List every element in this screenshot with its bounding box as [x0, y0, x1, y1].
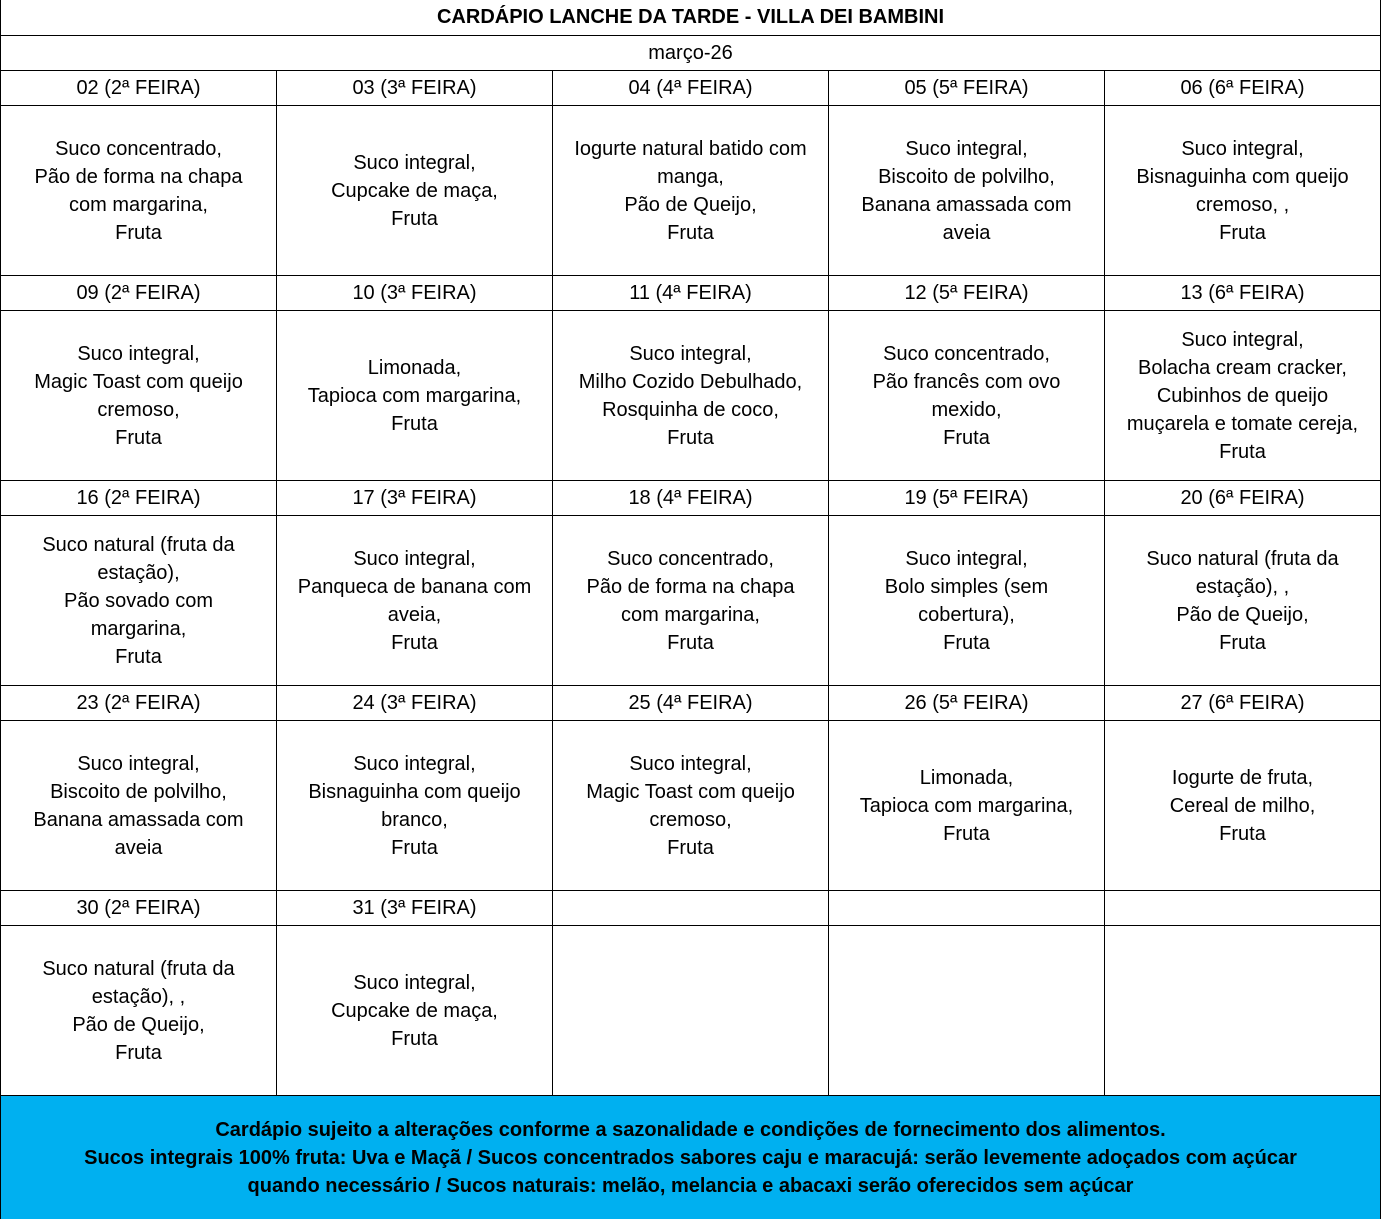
menu-item: cremoso, ,: [1195, 193, 1290, 216]
day-menu-text: [885, 545, 1048, 657]
menu-item: Milho Cozido Debulhado,: [578, 370, 803, 393]
day-menu: [553, 516, 829, 686]
menu-item: mexido,: [931, 398, 1002, 421]
day-menu-text: [587, 545, 795, 657]
day-menu: [829, 106, 1105, 276]
menu-item: Suco concentrado,: [55, 137, 222, 160]
footer-note-3: quando necessário / Sucos naturais: melão, melancia e abacaxi serão oferecidos sem açúcar: [247, 1174, 1134, 1197]
menu-item: Suco integral,: [1181, 137, 1304, 160]
menu-item: Bolacha cream cracker,: [1138, 356, 1347, 379]
menu-item: Cupcake de maça,: [331, 999, 498, 1022]
menu-item: Rosquinha de coco,: [602, 398, 779, 421]
menu-item: Tapioca com margarina,: [859, 794, 1074, 817]
menu-item: com margarina,: [69, 193, 208, 216]
day-header: 09 (2ª FEIRA): [1, 276, 277, 311]
day-header: 11 (4ª FEIRA): [553, 276, 829, 311]
day-menu: [829, 516, 1105, 686]
menu-item: Suco integral,: [77, 342, 200, 365]
menu-item: Suco integral,: [905, 547, 1028, 570]
menu-item: Suco integral,: [1181, 328, 1304, 351]
day-menu-text: [861, 135, 1071, 247]
menu-item: Fruta: [115, 221, 162, 244]
menu-item: Pão de Queijo,: [72, 1013, 205, 1036]
day-menu: [277, 926, 553, 1096]
day-header: 17 (3ª FEIRA): [277, 481, 553, 516]
menu-item: Pão de Queijo,: [1176, 603, 1309, 626]
menu-item: Suco natural (fruta da: [42, 957, 235, 980]
menu-item: Pão de forma na chapa: [34, 165, 243, 188]
day-menu-text: [42, 531, 234, 671]
day-menu-text: [1136, 135, 1348, 247]
day-header: 25 (4ª FEIRA): [553, 686, 829, 721]
day-header: 04 (4ª FEIRA): [553, 71, 829, 106]
day-menu: [277, 721, 553, 891]
menu-item: Pão de Queijo,: [624, 193, 757, 216]
menu-item: margarina,: [90, 617, 187, 640]
menu-item: cobertura),: [918, 603, 1015, 626]
day-header: 10 (3ª FEIRA): [277, 276, 553, 311]
menu-item: Suco integral,: [353, 547, 476, 570]
day-menu: [553, 311, 829, 481]
day-menu-text: [42, 955, 234, 1067]
day-menu: [553, 926, 829, 1096]
day-menu: [1105, 311, 1380, 481]
menu-item: Magic Toast com queijo: [586, 780, 795, 803]
day-menu-text: [33, 750, 243, 862]
menu-item: Suco integral,: [629, 752, 752, 775]
day-menu: [1105, 106, 1380, 276]
menu-item: cremoso,: [649, 808, 732, 831]
day-header: 23 (2ª FEIRA): [1, 686, 277, 721]
day-menu-text: [860, 764, 1073, 848]
day-menu: [1, 516, 277, 686]
day-menu-text: [34, 340, 243, 452]
menu-item: Panqueca de banana com: [297, 575, 532, 598]
day-header: 13 (6ª FEIRA): [1105, 276, 1380, 311]
day-header: [829, 891, 1105, 926]
day-header: 06 (6ª FEIRA): [1105, 71, 1380, 106]
day-header: 02 (2ª FEIRA): [1, 71, 277, 106]
day-menu-text: [873, 340, 1061, 452]
menu-item: Suco integral,: [353, 151, 476, 174]
footer-note-2: Sucos integrais 100% fruta: Uva e Maçã / Sucos concentrados sabores caju e maracujá: serão levemente adoçados com açúcar: [84, 1146, 1297, 1169]
menu-item: branco,: [381, 808, 448, 831]
page-title: CARDÁPIO LANCHE DA TARDE - VILLA DEI BAMBINI: [1, 0, 1380, 36]
day-menu: [829, 311, 1105, 481]
day-menu-text: [1170, 764, 1316, 848]
day-menu-text: [1146, 545, 1338, 657]
menu-item: aveia: [942, 221, 991, 244]
menu-item: Fruta: [391, 412, 438, 435]
menu-item: Fruta: [667, 221, 714, 244]
menu-item: estação),: [97, 561, 180, 584]
menu-item: Biscoito de polvilho,: [50, 780, 227, 803]
day-header: 26 (5ª FEIRA): [829, 686, 1105, 721]
menu-item: Banana amassada com: [33, 808, 244, 831]
day-menu: [1105, 516, 1380, 686]
day-menu-text: [298, 545, 532, 657]
footer-notes: [1, 1095, 1380, 1219]
menu-item: estação), ,: [1195, 575, 1290, 598]
menu-item: cremoso,: [97, 398, 180, 421]
menu-item: Fruta: [943, 822, 990, 845]
menu-item: Suco concentrado,: [607, 547, 774, 570]
menu-item: Fruta: [391, 836, 438, 859]
day-menu: [829, 926, 1105, 1096]
day-menu: [277, 516, 553, 686]
menu-item: aveia,: [387, 603, 442, 626]
menu-item: Limonada,: [919, 766, 1014, 789]
menu-item: Fruta: [391, 207, 438, 230]
day-menu-text: [574, 135, 806, 247]
day-menu-text: [331, 149, 498, 233]
menu-item: Fruta: [667, 426, 714, 449]
day-menu: [553, 721, 829, 891]
menu-item: Pão francês com ovo: [872, 370, 1061, 393]
month-label: março-26: [1, 36, 1380, 71]
menu-item: Bisnaguinha com queijo: [308, 780, 521, 803]
day-header: 24 (3ª FEIRA): [277, 686, 553, 721]
day-header: [1105, 891, 1380, 926]
menu-item: Fruta: [1219, 631, 1266, 654]
menu-item: Suco integral,: [353, 971, 476, 994]
menu-item: Fruta: [115, 1041, 162, 1064]
menu-item: Bisnaguinha com queijo: [1136, 165, 1349, 188]
menu-item: Suco concentrado,: [883, 342, 1050, 365]
menu-item: manga,: [657, 165, 724, 188]
menu-item: Cereal de milho,: [1169, 794, 1316, 817]
day-menu-text: [586, 750, 795, 862]
menu-item: Fruta: [1219, 221, 1266, 244]
day-menu: [1105, 926, 1380, 1096]
menu-item: aveia: [114, 836, 163, 859]
menu-item: Fruta: [391, 1027, 438, 1050]
menu-item: Fruta: [115, 426, 162, 449]
day-header: 20 (6ª FEIRA): [1105, 481, 1380, 516]
day-menu: [829, 721, 1105, 891]
day-menu-text: [35, 135, 243, 247]
day-header: 30 (2ª FEIRA): [1, 891, 277, 926]
menu-item: Suco integral,: [905, 137, 1028, 160]
day-menu: [1, 721, 277, 891]
menu-item: muçarela e tomate cereja,: [1126, 412, 1359, 435]
menu-grid: [1, 71, 1380, 1095]
day-menu-text: [308, 750, 520, 862]
menu-item: Cupcake de maça,: [331, 179, 498, 202]
day-menu: [553, 106, 829, 276]
day-header: 05 (5ª FEIRA): [829, 71, 1105, 106]
menu-item: estação), ,: [91, 985, 186, 1008]
menu-item: Suco natural (fruta da: [1146, 547, 1339, 570]
day-header: [553, 891, 829, 926]
menu-item: com margarina,: [621, 603, 760, 626]
menu-item: Fruta: [1219, 822, 1266, 845]
day-menu: [277, 311, 553, 481]
day-header: 18 (4ª FEIRA): [553, 481, 829, 516]
day-menu-text: [579, 340, 802, 452]
menu-item: Tapioca com margarina,: [307, 384, 522, 407]
day-menu: [1, 106, 277, 276]
menu-item: Suco integral,: [629, 342, 752, 365]
menu-item: Pão sovado com: [64, 589, 213, 612]
menu-item: Bolo simples (sem: [884, 575, 1049, 598]
day-menu: [277, 106, 553, 276]
day-menu: [1, 311, 277, 481]
menu-item: Fruta: [943, 631, 990, 654]
menu-item: Biscoito de polvilho,: [878, 165, 1055, 188]
day-header: 12 (5ª FEIRA): [829, 276, 1105, 311]
menu-item: Fruta: [1219, 440, 1266, 463]
day-menu-text: [1127, 326, 1358, 466]
day-menu-text: [331, 969, 498, 1053]
menu-item: Banana amassada com: [861, 193, 1072, 216]
menu-item: Magic Toast com queijo: [34, 370, 243, 393]
menu-item: Iogurte de fruta,: [1171, 766, 1314, 789]
day-menu-text: [308, 354, 521, 438]
menu-item: Fruta: [667, 836, 714, 859]
day-menu: [1105, 721, 1380, 891]
menu-item: Suco integral,: [353, 752, 476, 775]
day-menu: [1, 926, 277, 1096]
menu-item: Cubinhos de queijo: [1156, 384, 1329, 407]
menu-item: Suco natural (fruta da: [42, 533, 235, 556]
menu-item: Fruta: [115, 645, 162, 668]
footer-note-1: Cardápio sujeito a alterações conforme a sazonalidade e condições de fornecimento dos alimentos.: [215, 1118, 1166, 1141]
day-header: 27 (6ª FEIRA): [1105, 686, 1380, 721]
day-header: 16 (2ª FEIRA): [1, 481, 277, 516]
menu-item: Iogurte natural batido com: [574, 137, 807, 160]
day-header: 03 (3ª FEIRA): [277, 71, 553, 106]
menu-item: Fruta: [391, 631, 438, 654]
menu-item: Pão de forma na chapa: [586, 575, 795, 598]
menu-item: Suco integral,: [77, 752, 200, 775]
day-header: 19 (5ª FEIRA): [829, 481, 1105, 516]
day-header: 31 (3ª FEIRA): [277, 891, 553, 926]
menu-item: Limonada,: [367, 356, 462, 379]
menu-item: Fruta: [943, 426, 990, 449]
menu-item: Fruta: [667, 631, 714, 654]
